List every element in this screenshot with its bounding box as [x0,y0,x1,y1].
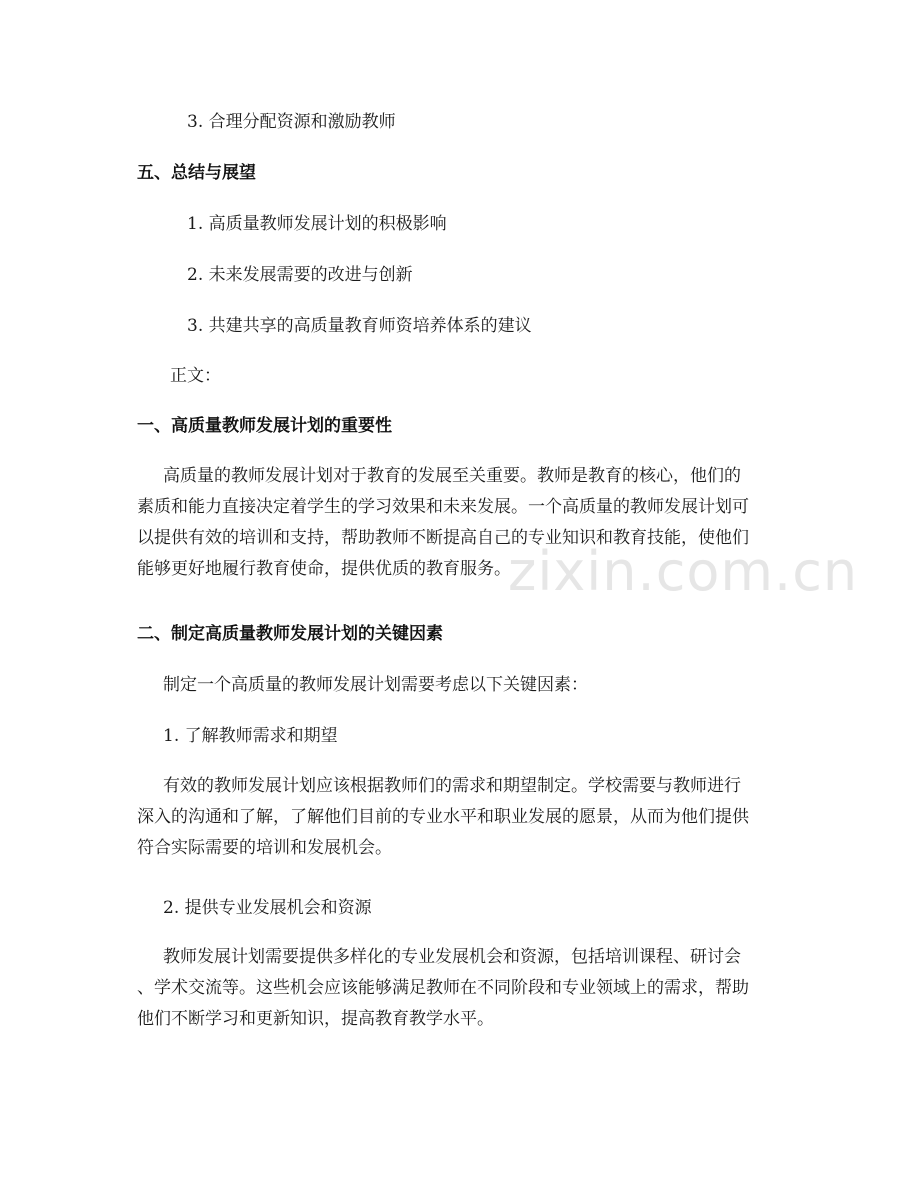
outline-item: 1. 高质量教师发展计划的积极影响 [187,214,447,234]
paragraph-line: 能够更好地履行教育使命，提供优质的教育服务。 [137,559,511,579]
subsection-title: 2. 提供专业发展机会和资源 [163,898,372,918]
body-label: 正文： [170,366,221,386]
paragraph [137,942,787,1035]
paragraph-line: 高质量的教师发展计划对于教育的发展至关重要。教师是教育的核心，他们的 [163,466,741,486]
paragraph-line: 、学术交流等。这些机会应该能够满足教师在不同阶段和专业领域上的需求，帮助 [137,978,749,998]
section-heading: 五、总结与展望 [137,163,256,183]
paragraph [137,461,787,585]
subsection-title: 1. 了解教师需求和期望 [163,726,338,746]
paragraph-line: 以提供有效的培训和支持，帮助教师不断提高自己的专业知识和教育技能，使他们 [137,528,749,548]
paragraph [137,771,787,864]
paragraph-line: 素质和能力直接决定着学生的学习效果和未来发展。一个高质量的教师发展计划可 [137,497,749,517]
outline-item: 3. 共建共享的高质量教育师资培养体系的建议 [187,316,532,336]
section-heading: 二、制定高质量教师发展计划的关键因素 [137,624,443,644]
paragraph-line: 深入的沟通和了解，了解他们目前的专业水平和职业发展的愿景，从而为他们提供 [137,807,749,827]
paragraph-line: 教师发展计划需要提供多样化的专业发展机会和资源，包括培训课程、研讨会 [163,947,741,967]
paragraph-line: 他们不断学习和更新知识，提高教育教学水平。 [137,1009,494,1029]
paragraph-line: 有效的教师发展计划应该根据教师们的需求和期望制定。学校需要与教师进行 [163,776,741,796]
outline-item: 3. 合理分配资源和激励教师 [187,112,396,132]
section-heading: 一、高质量教师发展计划的重要性 [137,416,392,436]
paragraph-line: 符合实际需要的培训和发展机会。 [137,838,392,858]
paragraph-intro: 制定一个高质量的教师发展计划需要考虑以下关键因素： [163,675,588,695]
watermark-text: zixin.com.cn [508,540,859,603]
outline-item: 2. 未来发展需要的改进与创新 [187,265,413,285]
